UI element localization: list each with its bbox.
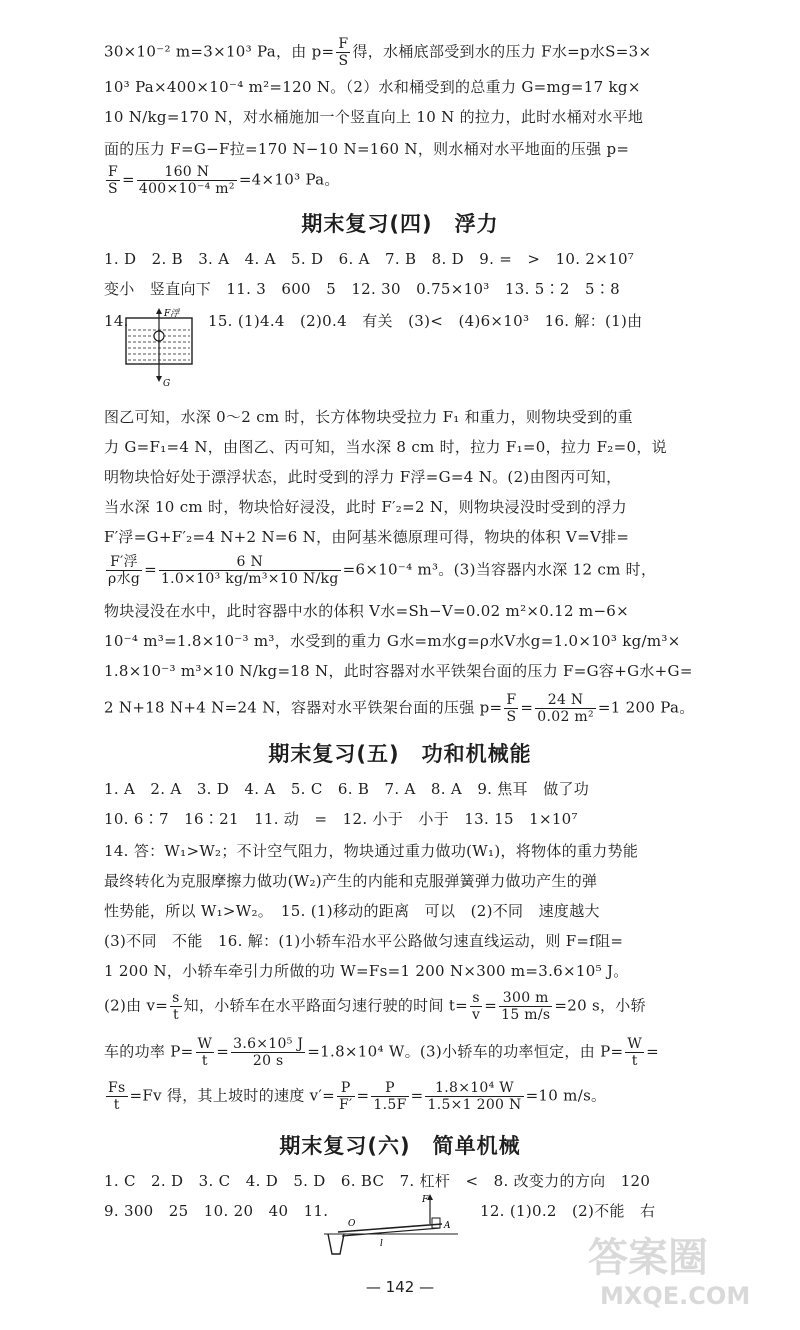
label-f-float: F浮 — [164, 309, 180, 319]
text-line: 10⁻⁴ m³=1.8×10⁻³ m³，水受到的重力 G水=m水g=ρ水V水g=1.0×10³ kg/m³× — [104, 632, 681, 650]
answer-number: 14. — [104, 312, 129, 330]
text-line: F′浮=G+F′₂=4 N+2 N=6 N，由阿基米德原理可得，物块的体积 V=V排= — [104, 528, 630, 546]
right-angle-mark — [432, 1218, 440, 1228]
pivot-stand — [328, 1234, 344, 1254]
label-g: G — [163, 379, 171, 389]
text-line: 车的功率 P= $\frac{W}{t}$ = $\frac{\text{3.6×10⁵ J}}{20 s}$ =1.8×10⁴ W。(3)小轿车的功率恒定，由 P= $\frac{W}{t}$ = — [104, 1036, 659, 1069]
fraction: $\frac{\text{1.8×10⁴ W}}{1.5\times 1 200 N}$ — [427, 1080, 522, 1113]
watermark-logo: 答案圈 — [588, 1235, 708, 1281]
arrow-head — [156, 376, 162, 382]
fraction: $\frac{s}{v}$ — [472, 990, 481, 1023]
answer-line: 1. D 2. B 3. A 4. A 5. D 6. A 7. B 8. D 9. = > 10. 2×10⁷ — [104, 250, 635, 268]
fraction: $\frac{F}{S}$ — [338, 36, 349, 69]
text-line: 性势能，所以 W₁>W₂。 15. (1)移动的距离 可以 (2)不同 速度越大 — [104, 902, 600, 920]
fraction: $\frac{\text{F′浮}}{\text{ρ水g}}$ — [108, 554, 141, 587]
label-o: O — [348, 1219, 356, 1229]
text-line: $\frac{F}{S}$ = $\frac{160 N}{\text{400×10⁻⁴ m²}}$ =4×10³ Pa。 — [108, 164, 340, 197]
text-line: 物块浸没在水中，此时容器中水的体积 V水=Sh−V=0.02 m²×0.12 m−6× — [104, 602, 630, 620]
label-a: A — [444, 1221, 451, 1231]
fraction: $\frac{P}{1.5F}$ — [373, 1080, 407, 1113]
section-title: 期末复习(六) 简单机械 — [279, 1134, 521, 1158]
text-line: $\frac{\text{F′浮}}{\text{ρ水g}}$ = $\frac{6 N}{\text{1.0×10³ kg/m³×10 N/kg}}$ =6×10⁻⁴ m³。(3)当容器内水深 12 cm 时， — [108, 554, 657, 587]
text-line: 1.8×10⁻³ m³×10 N/kg=18 N，此时容器对水平铁架台面的压力 F=G容+G水+G= — [104, 662, 693, 680]
fraction: $\frac{W}{t}$ — [627, 1036, 643, 1069]
buoyancy-diagram — [122, 306, 202, 390]
fraction: $\frac{6 N}{\text{1.0×10³ kg/m³×10 N/kg}}$ — [160, 554, 339, 587]
label-l: l — [380, 1239, 383, 1249]
text-line: 最终转化为克服摩擦力做功(W₂)产生的内能和克服弹簧弹力做功产生的弹 — [104, 872, 598, 890]
answer-line: 9. 300 25 10. 20 40 11. — [104, 1202, 329, 1220]
answer-line: 10. 6∶7 16∶21 11. 动 = 12. 小于 小于 13. 15 1×10⁷ — [104, 810, 578, 828]
text-line: 明物块恰好处于漂浮状态，此时受到的浮力 F浮=G=4 N。(2)由图丙可知， — [104, 468, 622, 486]
text-line: (2)由 v= $\frac{s}{t}$ 知，小轿车在水平路面匀速行驶的时间 t= $\frac{s}{v}$ = $\frac{300 m}{15 m/s}$ =20 s，小轿 — [104, 990, 646, 1023]
fraction: $\frac{W}{t}$ — [197, 1036, 213, 1069]
fraction: $\frac{Fs}{t}$ — [108, 1080, 126, 1113]
fraction: $\frac{P}{F'}$ — [339, 1080, 353, 1113]
answer-line: 变小 竖直向下 11. 3 600 5 12. 30 0.75×10³ 13. 5∶2 5∶8 — [104, 280, 621, 298]
text-line: 图乙可知，水深 0～2 cm 时，长方体物块受拉力 F₁ 和重力，则物块受到的重 — [104, 408, 633, 426]
page-number: — 142 — — [365, 1278, 435, 1296]
text-line: 力 G=F₁=4 N，由图乙、丙可知，当水深 8 cm 时，拉力 F₁=0，拉力 F₂=0，说 — [104, 438, 667, 456]
text-line: 1 200 N，小轿车牵引力所做的功 W=Fs=1 200 N×300 m=3.6×10⁵ J。 — [104, 962, 629, 980]
section-title: 期末复习(四) 浮力 — [301, 212, 499, 236]
text-line: 10³ Pa×400×10⁻⁴ m²=120 N。（2）水和桶受到的总重力 G=mg=17 kg× — [104, 78, 641, 96]
lever-bar-lower — [342, 1228, 440, 1236]
section-title: 期末复习(五) 功和机械能 — [268, 742, 532, 766]
answer-line: 1. A 2. A 3. D 4. A 5. C 6. B 7. A 8. A 9. 焦耳 做了功 — [104, 780, 590, 798]
fraction: $\frac{24 N}{\text{0.02 m²}}$ — [537, 692, 594, 725]
answer-line: 15. (1)4.4 (2)0.4 有关 (3)< (4)6×10³ 16. 解：(1)由 — [208, 312, 643, 330]
fraction: $\frac{s}{t}$ — [172, 990, 180, 1023]
text-line: 14. 答：W₁>W₂；不计空气阻力，物块通过重力做功(W₁)，将物体的重力势能 — [104, 842, 639, 860]
fraction: $\frac{\text{3.6×10⁵ J}}{20 s}$ — [233, 1036, 304, 1069]
answer-line: 1. C 2. D 3. C 4. D 5. D 6. BC 7. 杠杆 < 8. 改变力的方向 120 — [104, 1172, 651, 1190]
fraction: $\frac{300 m}{15 m/s}$ — [501, 990, 551, 1023]
answer-line: 12. (1)0.2 (2)不能 右 — [480, 1202, 656, 1220]
fraction: $\frac{F}{S}$ — [108, 164, 119, 197]
arrow-head — [156, 308, 162, 314]
text-line: 面的压力 F=G−F拉=170 N−10 N=160 N，则水桶对水平地面的压强 p= — [104, 140, 630, 158]
lever-diagram — [318, 1192, 468, 1268]
text-line: $\frac{Fs}{t}$ =Fv 得，其上坡时的速度 v′= $\frac{P}{F'}$ = $\frac{P}{1.5F}$ = $\frac{\text{1.8×10⁴ W}}{1.5\times 1 200 N}$ =10 m/s。 — [108, 1080, 607, 1113]
fraction: $\frac{F}{S}$ — [506, 692, 517, 725]
text-line: (3)不同 不能 16. 解：(1)小轿车沿水平公路做匀速直线运动，则 F=f阻= — [104, 932, 624, 950]
watermark-url: MXQE.COM — [600, 1282, 751, 1310]
text-line: 10 N/kg=170 N，对水桶施加一个竖直向上 10 N 的拉力，此时水桶对水平地 — [104, 108, 644, 126]
text-line: 30×10⁻² m=3×10³ Pa，由 p= $\frac{F}{S}$ 得，水桶底部受到水的压力 F水=p水S=3× — [104, 36, 652, 69]
text-line: 当水深 10 cm 时，物块恰好浸没，此时 F′₂=2 N，则物块浸没时受到的浮力 — [104, 498, 627, 516]
fraction: $\frac{160 N}{\text{400×10⁻⁴ m²}}$ — [138, 164, 235, 197]
label-f: F — [422, 1195, 429, 1205]
text-line: 2 N+18 N+4 N=24 N，容器对水平铁架台面的压强 p= $\frac{F}{S}$ = $\frac{24 N}{\text{0.02 m²}}$ =1 200 Pa。 — [104, 692, 695, 725]
